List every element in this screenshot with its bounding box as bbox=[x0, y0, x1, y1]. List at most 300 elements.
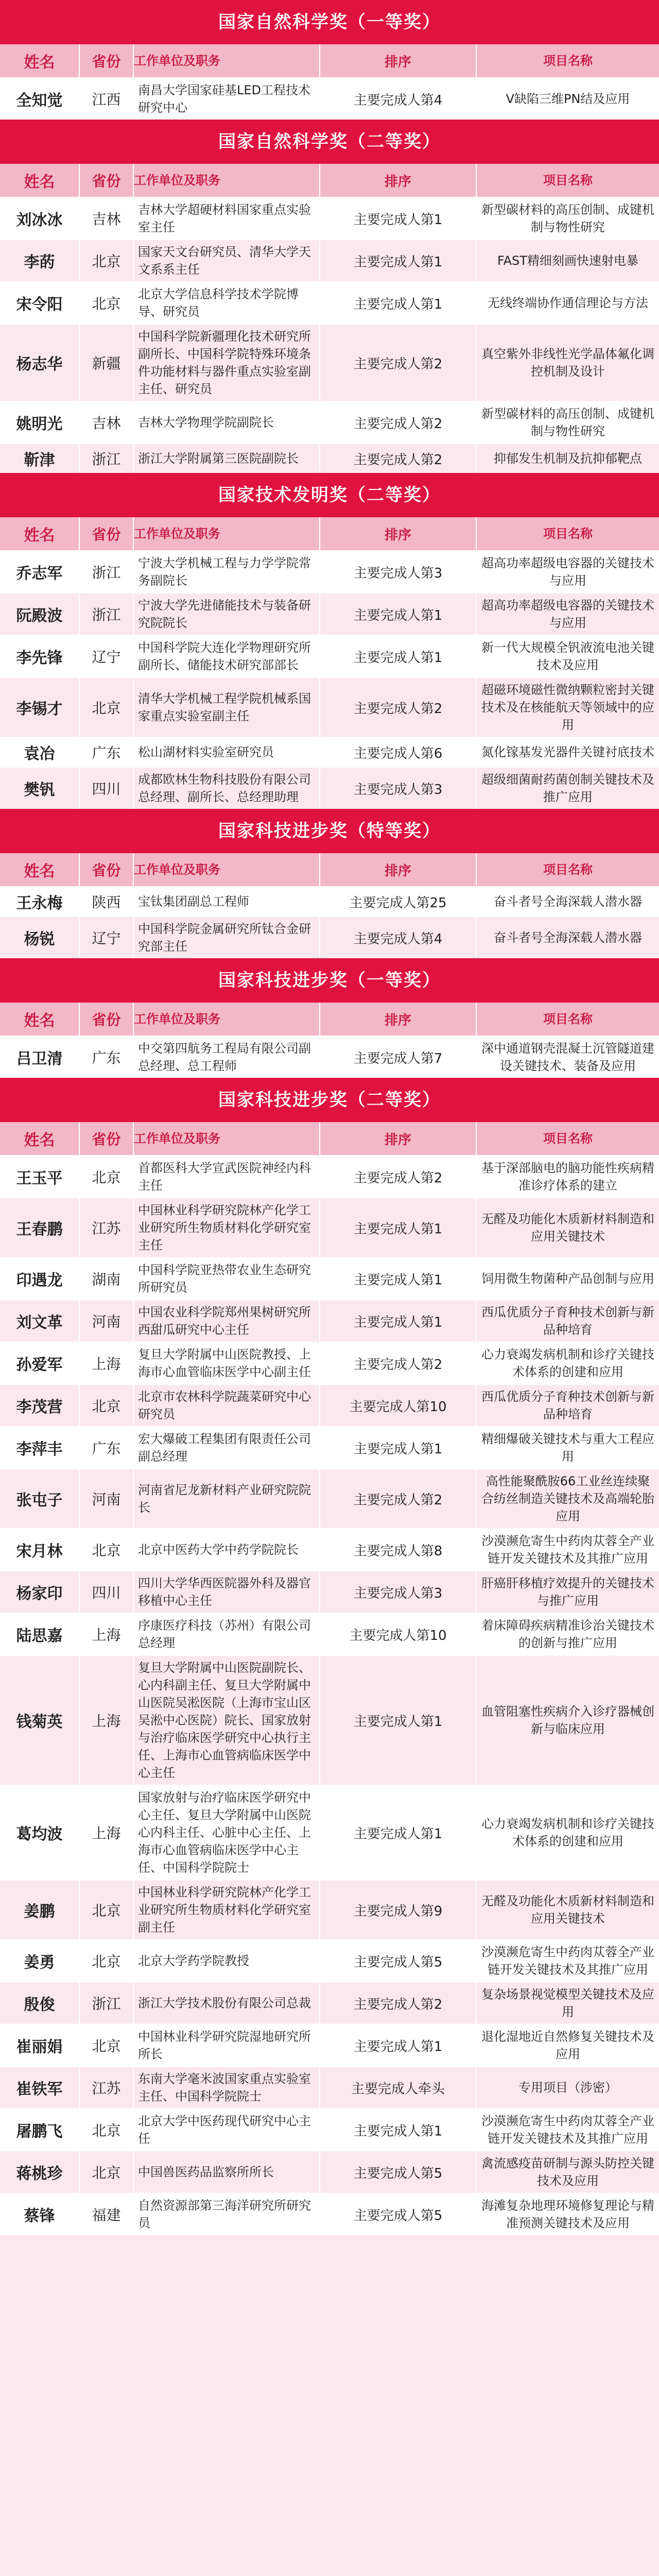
table-row bbox=[0, 677, 659, 737]
cell-name bbox=[0, 887, 80, 916]
cell-rank-text: 主要完成人第1 bbox=[353, 1714, 443, 1730]
cell-unit-text: 中国农业科学院郑州果树研究所西甜瓜研究中心主任 bbox=[138, 1305, 311, 1337]
table-header-row bbox=[0, 517, 659, 550]
cell-project bbox=[477, 1156, 659, 1197]
header-name: 姓名 bbox=[0, 1122, 80, 1155]
cell-province bbox=[80, 1614, 134, 1655]
cell-project bbox=[477, 1786, 659, 1879]
cell-unit-text: 中国林业科学研究院湿地研究所所长 bbox=[138, 2029, 311, 2061]
cell-unit bbox=[134, 1880, 320, 1939]
cell-province bbox=[80, 325, 134, 401]
cell-name bbox=[0, 1469, 80, 1528]
cell-province-text: 河南 bbox=[92, 1313, 121, 1330]
cell-name-text: 杨家印 bbox=[16, 1585, 63, 1603]
cell-province bbox=[80, 678, 134, 737]
cell-project-text: 奋斗者号全海深载人潜水器 bbox=[494, 930, 642, 945]
cell-unit-text: 河南省尼龙新材料产业研究院院长 bbox=[138, 1483, 311, 1515]
cell-rank-text: 主要完成人第1 bbox=[353, 1314, 443, 1330]
cell-name-text: 李先锋 bbox=[16, 649, 63, 667]
cell-province bbox=[80, 2109, 134, 2150]
table-row bbox=[0, 550, 659, 592]
cell-rank bbox=[320, 1156, 477, 1197]
cell-name-text: 全知觉 bbox=[16, 92, 63, 110]
cell-name-text: 陆思嘉 bbox=[16, 1627, 63, 1645]
cell-province bbox=[80, 1786, 134, 1879]
cell-rank bbox=[320, 678, 477, 737]
cell-name bbox=[0, 1656, 80, 1785]
cell-province bbox=[80, 198, 134, 239]
cell-unit-text: 吉林大学超硬材料国家重点实验室主任 bbox=[138, 202, 311, 234]
cell-rank-text: 主要完成人第1 bbox=[353, 607, 443, 623]
table-row bbox=[0, 324, 659, 401]
cell-rank bbox=[320, 325, 477, 401]
cell-project-text: 无线终端协作通信理论与方法 bbox=[488, 296, 648, 310]
cell-project bbox=[477, 1427, 659, 1468]
cell-project-text: 新一代大规模全钒液流电池关键技术及应用 bbox=[481, 640, 654, 672]
cell-unit-text: 复旦大学附属中山医院副院长、心内科副主任、复旦大学附属中山医院吴淞医院（上海市宝山区吴淞中心医院）院长、国家放射与治疗临床医学研究中心执行主任、上海市心血管病临床医学中心主任 bbox=[138, 1660, 311, 1780]
header-name: 姓名 bbox=[0, 853, 80, 886]
cell-province-text: 广东 bbox=[92, 744, 121, 761]
cell-name-text: 崔丽娟 bbox=[16, 2038, 63, 2056]
cell-project bbox=[477, 887, 659, 916]
cell-unit-text: 南昌大学国家硅基LED工程技术研究中心 bbox=[138, 83, 311, 115]
cell-unit-text: 中国科学院新疆理化技术研究所副所长、中国科学院特殊环境条件功能材料与器件重点实验室副主任、研究员 bbox=[138, 329, 311, 396]
cell-project bbox=[477, 917, 659, 958]
cell-project-text: 基于深部脑电的脑功能性疾病精准诊疗体系的建立 bbox=[481, 1161, 654, 1193]
table-row bbox=[0, 1655, 659, 1785]
cell-rank-text: 主要完成人第3 bbox=[353, 782, 443, 798]
table-row bbox=[0, 886, 659, 916]
cell-rank bbox=[320, 1940, 477, 1981]
cell-name bbox=[0, 1880, 80, 1939]
cell-unit bbox=[134, 1156, 320, 1197]
cell-unit bbox=[134, 1258, 320, 1299]
cell-province bbox=[80, 240, 134, 281]
cell-unit-text: 宁波大学机械工程与力学学院常务副院长 bbox=[138, 556, 311, 588]
cell-rank bbox=[320, 594, 477, 635]
cell-name-text: 印遇龙 bbox=[16, 1272, 63, 1290]
cell-unit bbox=[134, 1786, 320, 1879]
cell-unit-text: 四川大学华西医院器外科及器官移植中心主任 bbox=[138, 1576, 311, 1608]
cell-unit-text: 中国林业科学研究院林产化学工业研究所生物质材料化学研究室副主任 bbox=[138, 1885, 311, 1935]
cell-name bbox=[0, 78, 80, 120]
cell-rank-text: 主要完成人第2 bbox=[353, 1170, 443, 1186]
table-row bbox=[0, 197, 659, 239]
table-row bbox=[0, 1528, 659, 1570]
table-header-row bbox=[0, 853, 659, 886]
cell-province bbox=[80, 2025, 134, 2066]
cell-province bbox=[80, 917, 134, 958]
section-title: 国家科技进步奖（一等奖） bbox=[0, 958, 659, 1003]
cell-name bbox=[0, 636, 80, 677]
cell-rank-text: 主要完成人第1 bbox=[353, 212, 443, 228]
cell-project-text: 沙漠濒危寄生中药肉苁蓉全产业链开发关键技术及其推广应用 bbox=[481, 2114, 654, 2146]
cell-project-text: 西瓜优质分子育种技术创新与新品种培育 bbox=[481, 1389, 654, 1421]
header-rank: 排序 bbox=[320, 44, 477, 77]
cell-name-text: 李锡才 bbox=[16, 700, 63, 718]
cell-rank bbox=[320, 1258, 477, 1299]
cell-project bbox=[477, 768, 659, 809]
cell-unit bbox=[134, 1037, 320, 1078]
cell-rank-text: 主要完成人第2 bbox=[353, 416, 443, 432]
table-header-row bbox=[0, 1122, 659, 1155]
cell-project-text: 奋斗者号全海深载人潜水器 bbox=[494, 894, 642, 909]
cell-rank-text: 主要完成人第2 bbox=[353, 356, 443, 372]
cell-rank-text: 主要完成人第1 bbox=[353, 1826, 443, 1842]
cell-rank bbox=[320, 1427, 477, 1468]
cell-province-text: 北京 bbox=[92, 1542, 121, 1559]
cell-rank bbox=[320, 282, 477, 324]
table-row bbox=[0, 239, 659, 281]
cell-project-text: 抑郁发生机制及抗抑郁靶点 bbox=[494, 451, 642, 466]
cell-unit bbox=[134, 917, 320, 958]
header-province: 省份 bbox=[80, 164, 134, 197]
cell-rank bbox=[320, 1300, 477, 1342]
cell-project bbox=[477, 738, 659, 767]
header-project: 项目名称 bbox=[543, 527, 593, 541]
cell-rank-text: 主要完成人第2 bbox=[353, 701, 443, 717]
cell-rank-text: 主要完成人第1 bbox=[353, 254, 443, 270]
cell-rank bbox=[320, 768, 477, 809]
cell-rank bbox=[320, 402, 477, 443]
table-row bbox=[0, 1299, 659, 1342]
cell-rank bbox=[320, 1037, 477, 1078]
cell-unit bbox=[134, 1940, 320, 1981]
cell-name-text: 靳津 bbox=[24, 451, 55, 469]
cell-rank bbox=[320, 738, 477, 767]
header-rank: 排序 bbox=[320, 1122, 477, 1155]
cell-name-text: 孙爱军 bbox=[16, 1356, 63, 1374]
cell-unit bbox=[134, 594, 320, 635]
header-province: 省份 bbox=[80, 44, 134, 77]
cell-project bbox=[477, 2067, 659, 2108]
table-row bbox=[0, 1981, 659, 2024]
cell-project bbox=[477, 325, 659, 401]
cell-name bbox=[0, 325, 80, 401]
cell-unit-text: 东南大学毫米波国家重点实验室主任、中国科学院院士 bbox=[138, 2072, 311, 2104]
cell-name-text: 崔铁军 bbox=[16, 2080, 63, 2098]
cell-project bbox=[477, 282, 659, 324]
cell-unit bbox=[134, 551, 320, 592]
cell-unit-text: 吉林大学物理学院副院长 bbox=[138, 415, 274, 430]
cell-project bbox=[477, 402, 659, 443]
cell-province-text: 福建 bbox=[92, 2207, 121, 2224]
cell-province bbox=[80, 768, 134, 809]
cell-project-text: 超磁环境磁性微纳颗粒密封关键技术及在核能航天等领域中的应用 bbox=[481, 683, 654, 732]
cell-project bbox=[477, 594, 659, 635]
cell-unit bbox=[134, 1982, 320, 2024]
header-province: 省份 bbox=[80, 517, 134, 550]
cell-name-text: 宋令阳 bbox=[16, 296, 63, 314]
header-unit: 工作单位及职务 bbox=[134, 1003, 320, 1036]
cell-project-text: 超高功率超级电容器的关键技术与应用 bbox=[481, 598, 654, 630]
cell-project-text: FAST精细刻画快速射电暴 bbox=[497, 253, 638, 268]
cell-rank-text: 主要完成人第1 bbox=[353, 2039, 443, 2055]
table-row bbox=[0, 2193, 659, 2235]
cell-rank bbox=[320, 636, 477, 677]
cell-province bbox=[80, 738, 134, 767]
cell-unit bbox=[134, 78, 320, 120]
cell-province bbox=[80, 1469, 134, 1528]
cell-unit-text: 宁波大学先进储能技术与装备研究院院长 bbox=[138, 598, 311, 630]
header-unit: 工作单位及职务 bbox=[134, 1122, 320, 1155]
cell-name bbox=[0, 1385, 80, 1426]
cell-province-text: 北京 bbox=[92, 2122, 121, 2139]
cell-project-text: 沙漠濒危寄生中药肉苁蓉全产业链开发关键技术及其推广应用 bbox=[481, 1534, 654, 1566]
header-unit: 工作单位及职务 bbox=[134, 517, 320, 550]
cell-unit bbox=[134, 2067, 320, 2108]
cell-name bbox=[0, 444, 80, 473]
table-row bbox=[0, 635, 659, 677]
cell-rank bbox=[320, 444, 477, 473]
cell-province-text: 北京 bbox=[92, 1169, 121, 1186]
cell-province-text: 北京 bbox=[92, 1398, 121, 1415]
cell-name bbox=[0, 594, 80, 635]
cell-name bbox=[0, 1300, 80, 1342]
cell-name-text: 阮殿波 bbox=[16, 607, 63, 625]
cell-rank bbox=[320, 198, 477, 239]
cell-unit bbox=[134, 325, 320, 401]
cell-project bbox=[477, 1571, 659, 1613]
cell-province-text: 浙江 bbox=[92, 451, 121, 468]
cell-unit-text: 松山湖材料实验室研究员 bbox=[138, 745, 274, 759]
cell-province-text: 江苏 bbox=[92, 2080, 121, 2097]
cell-name bbox=[0, 678, 80, 737]
cell-name bbox=[0, 1037, 80, 1078]
cell-name bbox=[0, 1786, 80, 1879]
cell-project-text: 西瓜优质分子育种技术创新与新品种培育 bbox=[481, 1305, 654, 1337]
cell-unit-text: 北京大学药学院教授 bbox=[138, 1954, 249, 1968]
cell-rank-text: 主要完成人第5 bbox=[353, 2208, 443, 2224]
cell-unit bbox=[134, 444, 320, 473]
cell-unit bbox=[134, 1614, 320, 1655]
cell-province-text: 四川 bbox=[92, 1584, 121, 1601]
cell-unit bbox=[134, 1343, 320, 1384]
cell-project bbox=[477, 1940, 659, 1981]
cell-province-text: 浙江 bbox=[92, 1995, 121, 2012]
cell-rank-text: 主要完成人第25 bbox=[349, 895, 447, 911]
cell-province bbox=[80, 282, 134, 324]
table-row bbox=[0, 1384, 659, 1426]
cell-province-text: 北京 bbox=[92, 2038, 121, 2055]
header-name: 姓名 bbox=[0, 1003, 80, 1036]
cell-unit-text: 浙江大学附属第三医院副院长 bbox=[138, 451, 299, 466]
table-row bbox=[0, 2066, 659, 2108]
cell-province bbox=[80, 1300, 134, 1342]
award-section bbox=[0, 1078, 659, 2235]
table-row bbox=[0, 1257, 659, 1299]
cell-rank-text: 主要完成人第1 bbox=[353, 650, 443, 666]
cell-name-text: 蒋桃珍 bbox=[16, 2165, 63, 2183]
cell-province-text: 北京 bbox=[92, 1953, 121, 1970]
section-title: 国家科技进步奖（二等奖） bbox=[0, 1078, 659, 1122]
cell-name-text: 宋月林 bbox=[16, 1543, 63, 1561]
cell-province-text: 江西 bbox=[92, 91, 121, 108]
cell-unit-text: 北京大学中医药现代研究中心主任 bbox=[138, 2114, 311, 2146]
cell-unit bbox=[134, 2025, 320, 2066]
cell-province-text: 新疆 bbox=[92, 355, 121, 372]
cell-province-text: 吉林 bbox=[92, 415, 121, 432]
cell-project bbox=[477, 1037, 659, 1078]
cell-rank-text: 主要完成人第1 bbox=[353, 1441, 443, 1457]
cell-province bbox=[80, 1198, 134, 1257]
cell-province-text: 北京 bbox=[92, 253, 121, 270]
cell-province-text: 上海 bbox=[92, 1825, 121, 1842]
cell-province-text: 北京 bbox=[92, 1902, 121, 1919]
cell-project bbox=[477, 240, 659, 281]
cell-rank-text: 主要完成人第5 bbox=[353, 1954, 443, 1970]
cell-province-text: 吉林 bbox=[92, 211, 121, 228]
cell-name bbox=[0, 2109, 80, 2150]
cell-rank bbox=[320, 1529, 477, 1570]
cell-rank-text: 主要完成人第6 bbox=[353, 745, 443, 761]
cell-name-text: 杨锐 bbox=[24, 930, 55, 948]
table-header-row bbox=[0, 1003, 659, 1036]
cell-province bbox=[80, 2067, 134, 2108]
cell-name bbox=[0, 1198, 80, 1257]
cell-name-text: 杨志华 bbox=[16, 355, 63, 374]
cell-project-text: 新型碳材料的高压创制、成键机制与物性研究 bbox=[481, 202, 654, 234]
cell-province bbox=[80, 1427, 134, 1468]
cell-name bbox=[0, 1258, 80, 1299]
table-row bbox=[0, 2108, 659, 2150]
cell-province bbox=[80, 1529, 134, 1570]
cell-project bbox=[477, 444, 659, 473]
header-province: 省份 bbox=[80, 1003, 134, 1036]
cell-project bbox=[477, 1258, 659, 1299]
cell-rank bbox=[320, 2151, 477, 2193]
cell-name bbox=[0, 2025, 80, 2066]
cell-rank-text: 主要完成人第2 bbox=[353, 452, 443, 468]
cell-project-text: 心力衰竭发病机制和诊疗关键技术体系的创建和应用 bbox=[481, 1347, 654, 1379]
cell-rank-text: 主要完成人第10 bbox=[349, 1628, 447, 1643]
cell-province bbox=[80, 636, 134, 677]
table-row bbox=[0, 1468, 659, 1528]
cell-rank bbox=[320, 917, 477, 958]
cell-rank bbox=[320, 1385, 477, 1426]
cell-name-text: 刘文革 bbox=[16, 1314, 63, 1332]
table-row bbox=[0, 2150, 659, 2193]
cell-province-text: 河南 bbox=[92, 1491, 121, 1508]
cell-name bbox=[0, 402, 80, 443]
cell-province bbox=[80, 1037, 134, 1078]
cell-rank-text: 主要完成人第1 bbox=[353, 296, 443, 312]
cell-province-text: 陕西 bbox=[92, 894, 121, 911]
cell-rank-text: 主要完成人第5 bbox=[353, 2165, 443, 2181]
cell-rank bbox=[320, 1982, 477, 2024]
cell-province bbox=[80, 1656, 134, 1785]
table-row bbox=[0, 281, 659, 324]
cell-name-text: 蔡锋 bbox=[24, 2207, 55, 2225]
table-row bbox=[0, 1613, 659, 1655]
cell-project bbox=[477, 678, 659, 737]
award-section bbox=[0, 120, 659, 473]
cell-unit bbox=[134, 678, 320, 737]
cell-project-text: V缺陷三维PN结及应用 bbox=[506, 92, 630, 106]
cell-project-text: 肝癌肝移植疗效提升的关键技术与推广应用 bbox=[481, 1576, 654, 1608]
cell-province-text: 北京 bbox=[92, 295, 121, 312]
cell-name bbox=[0, 1940, 80, 1981]
cell-name-text: 樊钒 bbox=[24, 781, 55, 799]
cell-project bbox=[477, 1343, 659, 1384]
cell-unit-text: 北京市农林科学院蔬菜研究中心研究员 bbox=[138, 1389, 311, 1421]
cell-unit-text: 国家天文台研究员、清华大学天文系系主任 bbox=[138, 245, 311, 277]
cell-rank bbox=[320, 1469, 477, 1528]
cell-project-text: 深中通道钢壳混凝土沉管隧道建设关键技术、装备及应用 bbox=[481, 1041, 654, 1073]
header-unit: 工作单位及职务 bbox=[134, 44, 320, 77]
cell-rank-text: 主要完成人第3 bbox=[353, 1585, 443, 1601]
cell-unit-text: 清华大学机械工程学院机械系国家重点实验室副主任 bbox=[138, 691, 311, 723]
cell-project bbox=[477, 551, 659, 592]
header-project: 项目名称 bbox=[543, 54, 593, 68]
award-section bbox=[0, 473, 659, 809]
cell-name-text: 张屯子 bbox=[16, 1492, 63, 1510]
cell-name-text: 刘冰冰 bbox=[16, 211, 63, 229]
cell-name bbox=[0, 1427, 80, 1468]
cell-name bbox=[0, 2067, 80, 2108]
cell-project bbox=[477, 78, 659, 120]
cell-unit bbox=[134, 2151, 320, 2193]
cell-unit-text: 复旦大学附属中山医院教授、上海市心血管临床医学中心副主任 bbox=[138, 1347, 311, 1379]
table-row bbox=[0, 737, 659, 767]
cell-rank bbox=[320, 1571, 477, 1613]
cell-rank-text: 主要完成人第2 bbox=[353, 1996, 443, 2012]
cell-rank-text: 主要完成人牵头 bbox=[351, 2081, 445, 2097]
cell-rank-text: 主要完成人第4 bbox=[353, 931, 443, 947]
header-province: 省份 bbox=[80, 1122, 134, 1155]
cell-unit-text: 国家放射与治疗临床医学研究中心主任、复旦大学附属中山医院心内科主任、心脏中心主任、上海市心血管病临床医学中心主任、中国科学院院士 bbox=[138, 1790, 311, 1875]
cell-project bbox=[477, 1385, 659, 1426]
cell-project bbox=[477, 2194, 659, 2235]
header-unit: 工作单位及职务 bbox=[134, 164, 320, 197]
table-row bbox=[0, 77, 659, 120]
cell-unit bbox=[134, 240, 320, 281]
award-section bbox=[0, 0, 659, 120]
cell-name bbox=[0, 1982, 80, 2024]
cell-unit bbox=[134, 1300, 320, 1342]
table-row bbox=[0, 1342, 659, 1384]
cell-unit bbox=[134, 1469, 320, 1528]
cell-province-text: 辽宁 bbox=[92, 649, 121, 666]
cell-province bbox=[80, 1156, 134, 1197]
cell-province bbox=[80, 1940, 134, 1981]
cell-unit bbox=[134, 282, 320, 324]
cell-province-text: 浙江 bbox=[92, 564, 121, 581]
cell-province-text: 广东 bbox=[92, 1049, 121, 1066]
cell-rank bbox=[320, 2109, 477, 2150]
cell-rank-text: 主要完成人第10 bbox=[349, 1399, 447, 1415]
table-row bbox=[0, 767, 659, 809]
cell-project-text: 专用项目（涉密） bbox=[518, 2080, 617, 2095]
header-province: 省份 bbox=[80, 853, 134, 886]
cell-project bbox=[477, 1300, 659, 1342]
cell-unit bbox=[134, 768, 320, 809]
table-row bbox=[0, 2024, 659, 2066]
table-row bbox=[0, 916, 659, 958]
cell-rank bbox=[320, 1343, 477, 1384]
cell-unit bbox=[134, 636, 320, 677]
cell-project-text: 氮化镓基发光器件关键衬底技术 bbox=[481, 745, 654, 759]
cell-name-text: 李茂营 bbox=[16, 1398, 63, 1416]
cell-unit bbox=[134, 1198, 320, 1257]
header-unit: 工作单位及职务 bbox=[134, 853, 320, 886]
cell-province-text: 上海 bbox=[92, 1626, 121, 1643]
cell-province bbox=[80, 1571, 134, 1613]
table-header-row bbox=[0, 44, 659, 77]
cell-unit-text: 序康医疗科技（苏州）有限公司总经理 bbox=[138, 1618, 311, 1650]
award-section bbox=[0, 958, 659, 1078]
cell-project bbox=[477, 2025, 659, 2066]
